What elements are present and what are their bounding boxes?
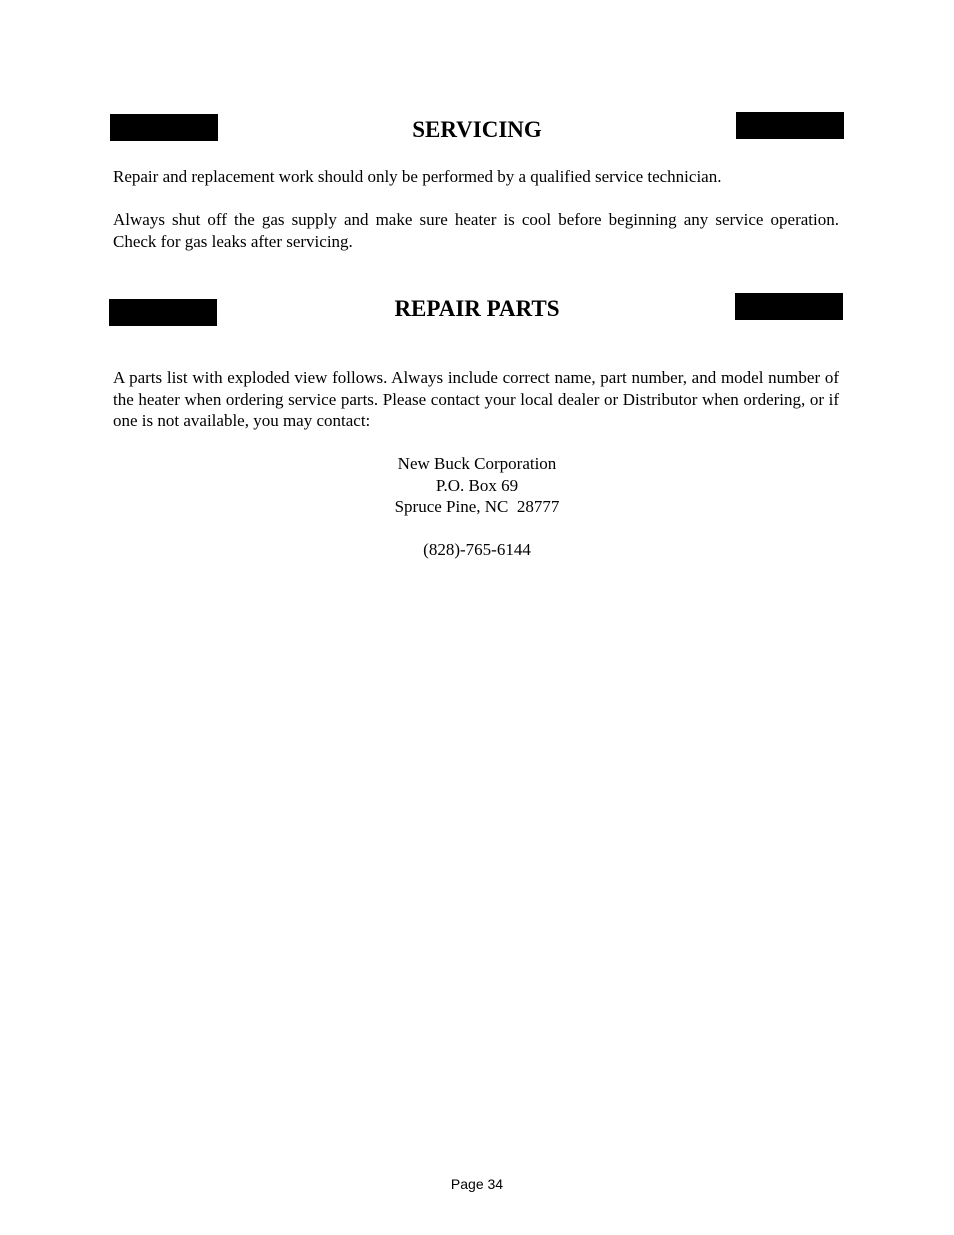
section-heading-repair-parts: REPAIR PARTS: [394, 296, 560, 321]
contact-phone: (828)-765-6144: [423, 540, 531, 559]
page-number: Page 34: [450, 1176, 504, 1192]
contact-address: [0, 453, 954, 518]
servicing-paragraph-1: Repair and replacement work should only be performed by a qualified service technician.: [113, 167, 722, 186]
contact-phone-block: [0, 539, 954, 561]
contact-po-box: P.O. Box 69: [435, 475, 519, 495]
section-heading-servicing: SERVICING: [412, 117, 542, 142]
contact-company: New Buck Corporation: [397, 454, 557, 473]
contact-city-state-zip: Spruce Pine, NC 28777: [394, 497, 560, 516]
repair-parts-paragraph: A parts list with exploded view follows. Always include correct name, part number, and model number of the heater when ordering service parts. Please contact your local dealer or Distributor when ordering, or if one is not available, you may contact:: [113, 368, 839, 430]
servicing-paragraph-2: Always shut off the gas supply and make sure heater is cool before beginning any service operation. Check for gas leaks after servicing.: [113, 210, 839, 251]
